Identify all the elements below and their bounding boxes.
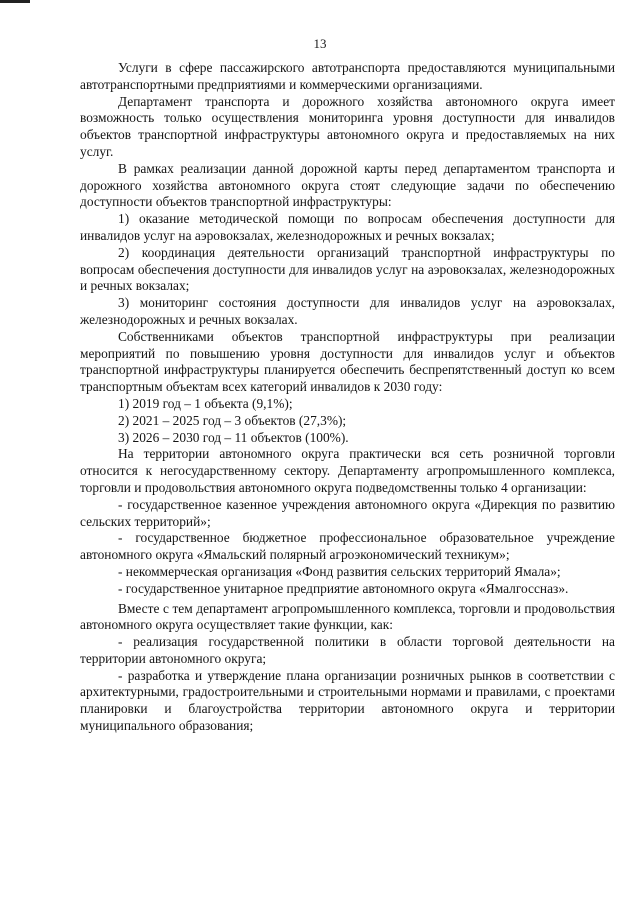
- list-item: 1) 2019 год – 1 объекта (9,1%);: [118, 395, 293, 411]
- list-item: - государственное казенное учреждения автономного округа «Дирекция по развитию сельских территорий»;: [80, 496, 615, 529]
- list-item: - некоммерческая организация «Фонд развития сельских территорий Ямала»;: [118, 563, 561, 579]
- list-item: - государственное унитарное предприятие автономного округа «Ямалгоссназ».: [118, 580, 569, 596]
- document-body: [80, 60, 615, 735]
- list-item: 1) оказание методической помощи по вопросам обеспечения доступности для инвалидов услуг на аэровокзалах, железнодорожных и речных вокзалах;: [80, 211, 615, 243]
- paragraph: Собственниками объектов транспортной инфраструктуры при реализации мероприятий по повышению уровня доступности для инвалидов услуг и объектов транспортной инфраструктуры планируется обеспечить беспрепятственный доступ ко всем транспортным объектам всех категорий инвалидов к 2030 году:: [80, 328, 615, 395]
- page-number: 13: [313, 36, 327, 51]
- list-item: 2) координация деятельности организаций транспортной инфраструктуры по вопросам обеспечения доступности для инвалидов услуг на аэровокзалах, железнодорожных и речных вокзалах;: [80, 244, 615, 294]
- paragraph: Услуги в сфере пассажирского автотранспорта предоставляются муниципальными автотранспортными предприятиями и коммерческими организациями.: [80, 60, 615, 92]
- list-item: 2) 2021 – 2025 год – 3 объектов (27,3%);: [118, 412, 347, 428]
- scan-edge-mark: [0, 0, 30, 3]
- paragraph: В рамках реализации данной дорожной карты перед департаментом транспорта и дорожного хозяйства автономного округа стоят следующие задачи по обеспечению доступности объектов транспортной инфраструктуры:: [80, 160, 615, 210]
- paragraph: Департамент транспорта и дорожного хозяйства автономного округа имеет возможность только осуществления мониторинга уровня доступности для инвалидов объектов транспортной инфраструктуры автономного округа и предоставляемых на них услуг.: [80, 93, 615, 159]
- list-item: 3) мониторинг состояния доступности для инвалидов услуг на аэровокзалах, железнодорожных и речных вокзалах.: [80, 295, 615, 327]
- list-item: - разработка и утверждение плана организации розничных рынков в соответствии с архитектурными, градостроительными и строительными нормами и правилами, с проектами планировки и благоустройства территории автономного округа и территории муниципального образования;: [80, 667, 615, 734]
- list-item: - государственное бюджетное профессиональное образовательное учреждение автономного округа «Ямальский полярный агроэкономический техникум»;: [80, 530, 615, 563]
- list-item: - реализация государственной политики в области торговой деятельности на территории автономного округа;: [80, 634, 615, 666]
- paragraph: Вместе с тем департамент агропромышленного комплекса, торговли и продовольствия автономного округа осуществляет такие функции, как:: [80, 600, 615, 633]
- list-item: 3) 2026 – 2030 год – 11 объектов (100%).: [118, 429, 349, 445]
- paragraph: На территории автономного округа практически вся сеть розничной торговли относится к негосударственному сектору. Департаменту агропромышленного комплекса, торговли и продовольствия автономного округа подведомственны только 4 организации:: [80, 446, 615, 495]
